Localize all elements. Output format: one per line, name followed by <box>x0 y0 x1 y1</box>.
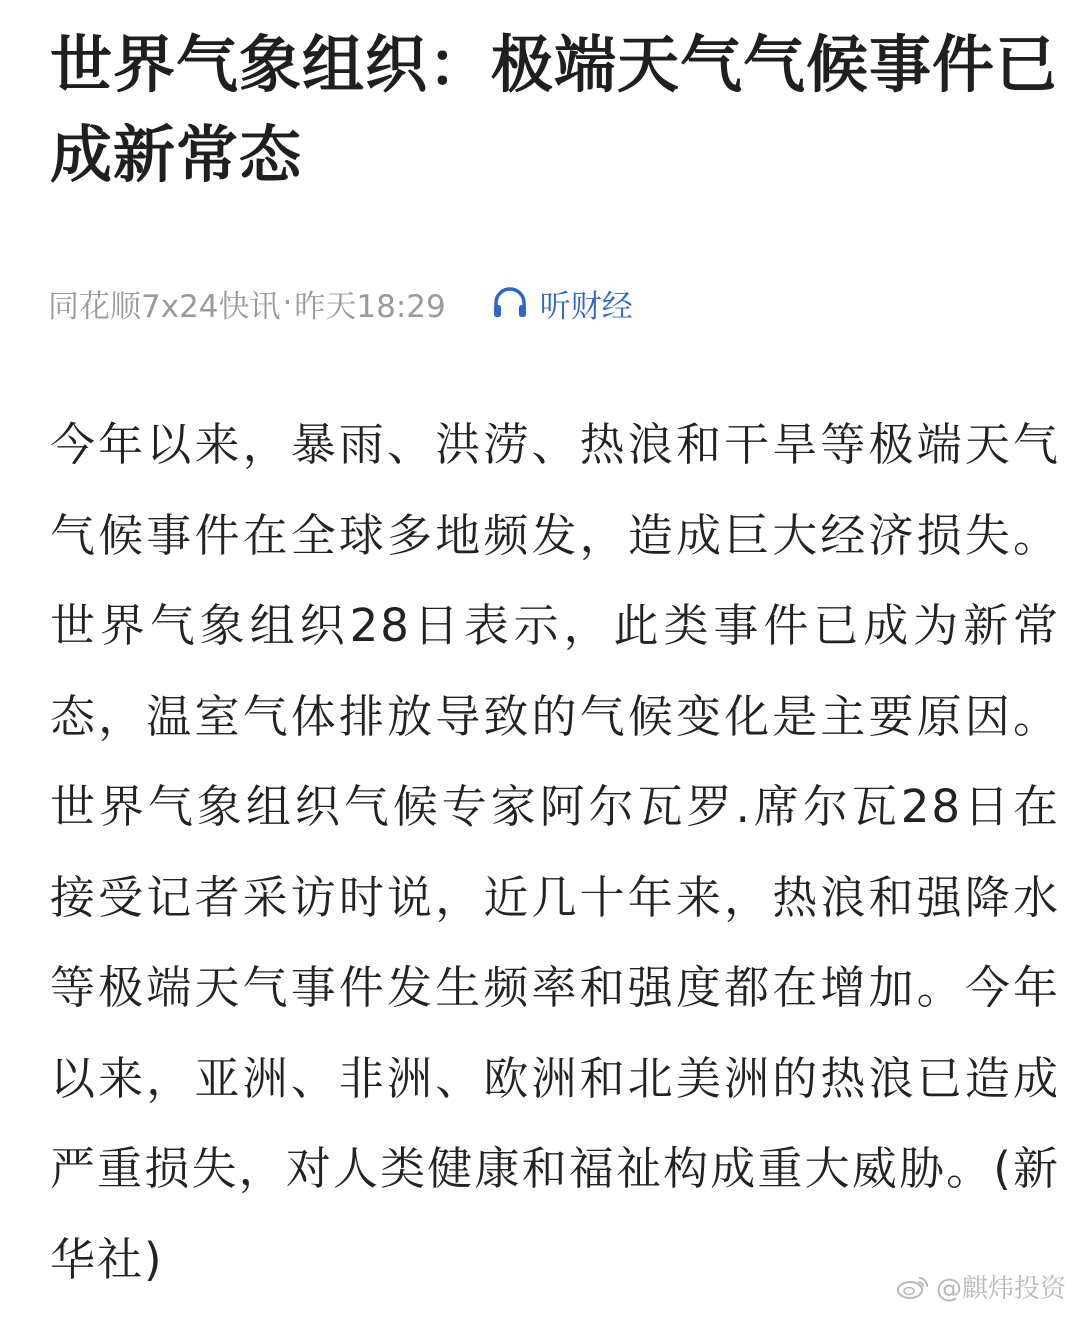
headphones-icon <box>490 283 530 323</box>
meta-separator: · <box>282 285 293 321</box>
article-meta <box>48 278 633 328</box>
listen-label: 听财经 <box>539 288 633 325</box>
article-body: 今年以来，暴雨、洪涝、热浪和干旱等极端天气气候事件在全球多地频发，造成巨大经济损失。世界气象组织28日表示，此类事件已成为新常态，温室气体排放导致的气候变化是主要原因。世界气象组织气候专家阿尔瓦罗.席尔瓦28日在接受记者采访时说，近几十年来，热浪和强降水等极端天气事件发生频率和强度都在增加。今年以来，亚洲、非洲、欧洲和北美洲的热浪已造成严重损失，对人类健康和福祉构成重大威胁。(新华社) <box>50 418 1060 1286</box>
weibo-watermark <box>896 1268 1066 1305</box>
source-label: 同花顺7x24快讯 <box>48 288 281 325</box>
article-title: 世界气象组织：极端天气气候事件已成新常态 <box>50 28 1059 191</box>
listen-button[interactable] <box>490 281 633 326</box>
watermark-text: @麒炜投资 <box>935 1274 1066 1304</box>
publish-time: 昨天18:29 <box>294 288 446 325</box>
weibo-icon <box>896 1274 930 1300</box>
